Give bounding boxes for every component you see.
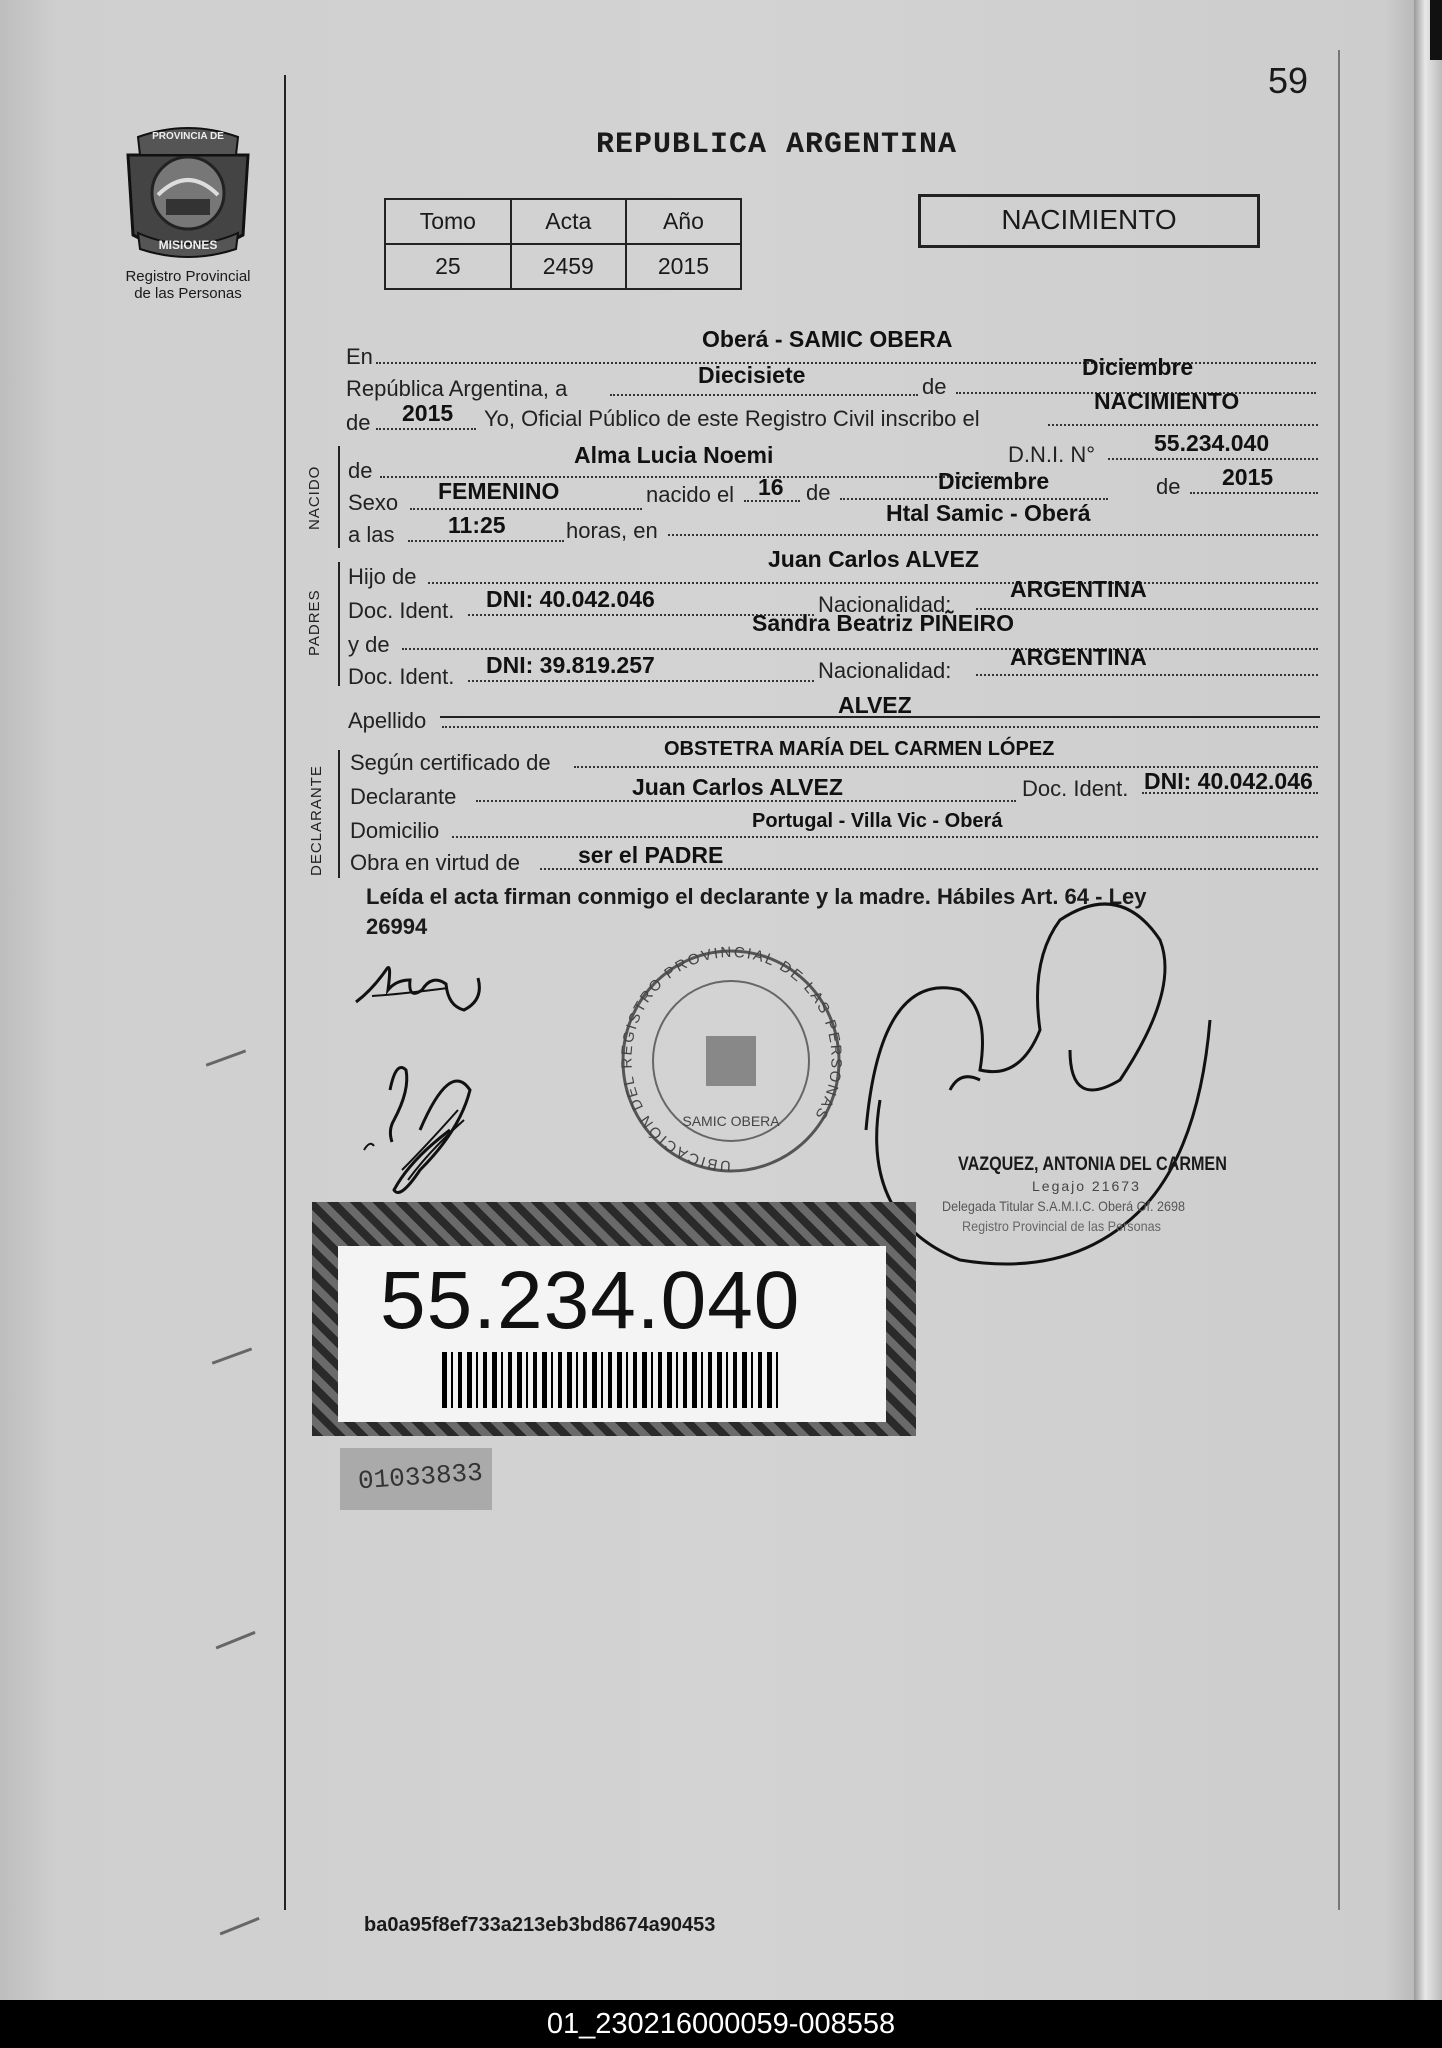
official-name: VAZQUEZ, ANTONIA DEL CARMEN — [958, 1154, 1227, 1175]
dotted-line — [668, 534, 1318, 536]
signature-icon — [352, 950, 492, 1020]
serial-stamp — [340, 1448, 492, 1510]
page-edge — [1414, 0, 1442, 2000]
nacido-el-label: nacido el — [646, 482, 735, 507]
father-nat-label: Nacionalidad: — [818, 592, 952, 617]
en-label: En — [346, 344, 373, 369]
year-value: 2015 — [402, 400, 454, 426]
mother-name: Sandra Beatriz PIÑEIRO — [752, 610, 1015, 636]
id-sticker — [312, 1202, 916, 1436]
declarant-signature — [352, 950, 492, 1025]
declarante-doc-label: Doc. Ident. — [1022, 776, 1129, 801]
father-name: Juan Carlos ALVEZ — [768, 546, 979, 572]
dotted-line — [408, 540, 564, 542]
logo-caption-line1: Registro Provincial — [125, 268, 251, 285]
dotted-line — [402, 648, 1318, 650]
logo-caption — [108, 268, 268, 302]
day-words: Diecisiete — [698, 362, 806, 388]
dotted-line — [976, 608, 1318, 610]
obra-label: Obra en virtud de — [350, 850, 520, 875]
year-pre-label: de — [346, 410, 371, 435]
hijo-label: Hijo de — [348, 564, 417, 589]
mother-nat-label: Nacionalidad: — [818, 658, 952, 683]
sexo-value: FEMENINO — [438, 478, 560, 504]
declarante-section-label: DECLARANTE — [308, 765, 325, 876]
father-nationality: ARGENTINA — [1010, 576, 1147, 602]
father-doc: DNI: 40.042.046 — [486, 586, 655, 612]
cert-label: Según certificado de — [350, 750, 551, 775]
official-role: Delegada Titular S.A.M.I.C. Oberá Of. 2698 — [942, 1198, 1186, 1214]
declarante-value: Juan Carlos ALVEZ — [632, 774, 843, 800]
sexo-label: Sexo — [348, 490, 399, 515]
domicilio-value: Portugal - Villa Vic - Oberá — [752, 810, 1003, 832]
anio-header: Año — [626, 199, 741, 244]
id-sticker-label — [338, 1246, 886, 1422]
birth-month: Diciembre — [938, 468, 1050, 494]
tomo-header: Tomo — [385, 199, 511, 244]
dotted-line — [610, 394, 918, 396]
birth-year: 2015 — [1222, 464, 1274, 490]
oficial-text: Yo, Oficial Público de este Registro Civil inscribo el — [484, 406, 980, 431]
nacido-de-label: de — [348, 458, 373, 483]
acta-value: 2459 — [511, 244, 626, 289]
register-table — [384, 198, 742, 290]
footer-code-bar — [0, 2000, 1442, 2048]
dotted-line — [1048, 424, 1318, 426]
obra-value: ser el PADRE — [578, 842, 724, 868]
record-type-box: NACIMIENTO — [918, 194, 1260, 248]
inscribo-value: NACIMIENTO — [1094, 388, 1240, 414]
mother-doc: DNI: 39.819.257 — [486, 652, 655, 678]
de-label-2: de — [806, 480, 831, 505]
dotted-line — [468, 680, 814, 682]
alas-label: a las — [348, 522, 395, 547]
mother-nationality: ARGENTINA — [1010, 644, 1147, 670]
tomo-value: 25 — [385, 244, 511, 289]
dotted-line — [442, 726, 1318, 728]
margin-line — [284, 75, 286, 1910]
document-title: REPUBLICA ARGENTINA — [596, 128, 958, 162]
dotted-line — [410, 508, 642, 510]
page-number: 59 — [1268, 60, 1309, 101]
seal-text-bottom: MISIONES — [158, 238, 218, 252]
mother-signature — [350, 1050, 500, 1215]
section-bracket — [338, 446, 340, 548]
closing-line-1: Leída el acta firman conmigo el declarante y la madre. Hábiles Art. 64 - Ley — [366, 884, 1147, 909]
birth-place: Htal Samic - Oberá — [886, 500, 1091, 526]
child-name: Alma Lucia Noemi — [574, 442, 774, 468]
nacido-section-label: NACIDO — [306, 465, 323, 530]
apellido-value: ALVEZ — [838, 692, 912, 718]
stamp-bottom-text: SAMIC OBERA — [682, 1113, 780, 1129]
cert-value: OBSTETRA MARÍA DEL CARMEN LÓPEZ — [664, 738, 1055, 760]
dotted-line — [976, 674, 1318, 676]
child-dni: 55.234.040 — [1154, 430, 1270, 456]
acta-header: Acta — [511, 199, 626, 244]
section-bracket — [338, 750, 340, 878]
declarante-label: Declarante — [350, 784, 457, 809]
dni-label: D.N.I. N° — [1008, 442, 1096, 467]
dotted-line — [452, 836, 1318, 838]
dotted-line — [1108, 458, 1318, 460]
closing-line-2: 26994 — [366, 914, 428, 939]
en-value: Oberá - SAMIC OBERA — [702, 326, 953, 352]
de-label: de — [922, 374, 947, 399]
official-legajo: Legajo 21673 — [1032, 1178, 1141, 1194]
footer-code: 01_230216000059-008558 — [546, 2008, 896, 2040]
mother-doc-label: Doc. Ident. — [348, 664, 455, 689]
republica-label: República Argentina, a — [346, 376, 568, 401]
stamp-ring-text: UBICACIÓN DEL REGISTRO PROVINCIAL DE LAS PERSONAS — [618, 946, 845, 1175]
serial-number: 01033833 — [357, 1457, 484, 1497]
seal-text-top: PROVINCIA DE — [152, 131, 224, 142]
official-registry: Registro Provincial de las Personas — [962, 1218, 1161, 1234]
id-number: 55.234.040 — [380, 1255, 801, 1346]
month-value: Diciembre — [1082, 354, 1194, 380]
de-label-3: de — [1156, 474, 1181, 499]
father-doc-label: Doc. Ident. — [348, 598, 455, 623]
apellido-label: Apellido — [348, 708, 427, 733]
section-bracket — [338, 562, 340, 686]
logo-caption-line2: de las Personas — [134, 285, 242, 302]
stamp-icon — [616, 946, 846, 1176]
birth-day: 16 — [758, 474, 784, 500]
right-margin-line — [1338, 50, 1340, 1910]
registry-stamp — [616, 946, 846, 1181]
anio-value: 2015 — [626, 244, 741, 289]
dotted-line — [1190, 492, 1318, 494]
signature-icon — [350, 1050, 500, 1210]
page-edge-shadow — [1430, 0, 1442, 60]
birth-time: 11:25 — [448, 512, 506, 538]
padres-section-label: PADRES — [306, 589, 323, 656]
dotted-line — [376, 428, 476, 430]
barcode — [442, 1352, 782, 1408]
declarante-doc: DNI: 40.042.046 — [1144, 768, 1313, 794]
dotted-line — [428, 582, 1318, 584]
document-hash: ba0a95f8ef733a213eb3bd8674a90453 — [364, 1914, 716, 1936]
horas-label: horas, en — [566, 518, 658, 543]
yde-label: y de — [348, 632, 390, 657]
domicilio-label: Domicilio — [350, 818, 440, 843]
